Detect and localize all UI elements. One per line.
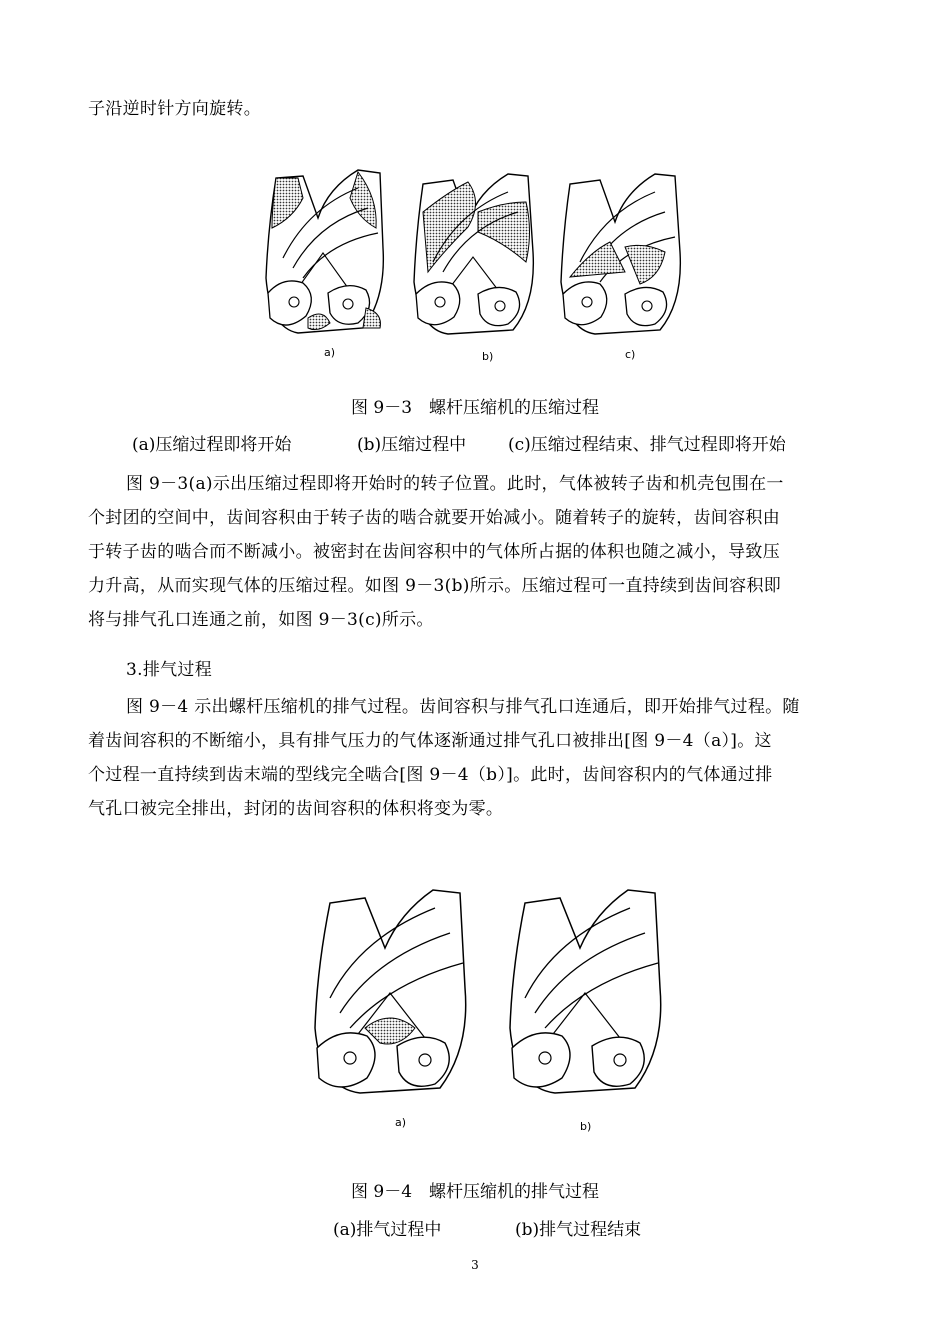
figure-9-3 — [250, 168, 700, 363]
paragraph-intro-end — [88, 92, 863, 126]
text-line: 子沿逆时针方向旋转。 — [88, 99, 261, 119]
rotor-diagram-c — [555, 172, 685, 338]
text-line: 图 9－3(a)示出压缩过程即将开始时的转子位置。此时，气体被转子齿和机壳包围在一 — [126, 474, 784, 494]
text-line: 图 9－4 示出螺杆压缩机的排气过程。齿间容积与排气孔口连通后，即开始排气过程。随 — [126, 697, 800, 717]
text-line: 着齿间容积的不断缩小，具有排气压力的气体逐渐通过排气孔口被排出[图 9－4（a）]。这 — [88, 731, 772, 751]
text-line: 将与排气孔口连通之前，如图 9－3(c)所示。 — [88, 610, 434, 630]
figure-9-3-sub-a: (a)压缩过程即将开始 — [132, 435, 292, 455]
text-line: 个过程一直持续到齿末端的型线完全啮合[图 9－4（b）]。此时，齿间容积内的气体通过排 — [88, 765, 773, 785]
heading-discharge: 3.排气过程 — [126, 660, 213, 680]
paragraph-compression — [88, 467, 863, 637]
figure-label-a: a) — [324, 346, 336, 359]
rotor-diagram-b — [500, 888, 670, 1100]
rotor-diagram-a — [258, 168, 388, 338]
figure-9-4-sub-a: (a)排气过程中 — [333, 1220, 442, 1240]
figure-9-3-caption: 图 9－3 螺杆压缩机的压缩过程 — [350, 398, 600, 418]
figure-9-4-sub-b: (b)排气过程结束 — [515, 1220, 642, 1240]
section-heading — [88, 653, 863, 687]
rotor-diagram-b — [408, 172, 538, 338]
page-number: 3 — [471, 1258, 479, 1272]
figure-9-4-caption: 图 9－4 螺杆压缩机的排气过程 — [350, 1182, 600, 1202]
paragraph-discharge — [88, 690, 863, 826]
figure-9-4 — [300, 888, 680, 1138]
text-line: 于转子齿的啮合而不断减小。被密封在齿间容积中的气体所占据的体积也随之减小，导致压 — [88, 542, 780, 562]
figure-label-b: b) — [482, 350, 494, 363]
figure-label-b: b) — [580, 1120, 592, 1133]
rotor-diagram-a — [305, 888, 475, 1100]
figure-9-3-sub-b: (b)压缩过程中 — [357, 435, 467, 455]
text-line: 个封团的空间中，齿间容积由于转子齿的啮合就要开始减小。随着转子的旋转，齿间容积由 — [88, 508, 780, 528]
text-line: 力升高，从而实现气体的压缩过程。如图 9－3(b)所示。压缩过程可一直持续到齿间容积即 — [88, 576, 782, 596]
text-line: 气孔口被完全排出，封闭的齿间容积的体积将变为零。 — [88, 799, 504, 819]
figure-9-3-sub-c: (c)压缩过程结束、排气过程即将开始 — [508, 435, 786, 455]
figure-label-a: a) — [395, 1116, 407, 1129]
figure-label-c: c) — [625, 348, 636, 361]
